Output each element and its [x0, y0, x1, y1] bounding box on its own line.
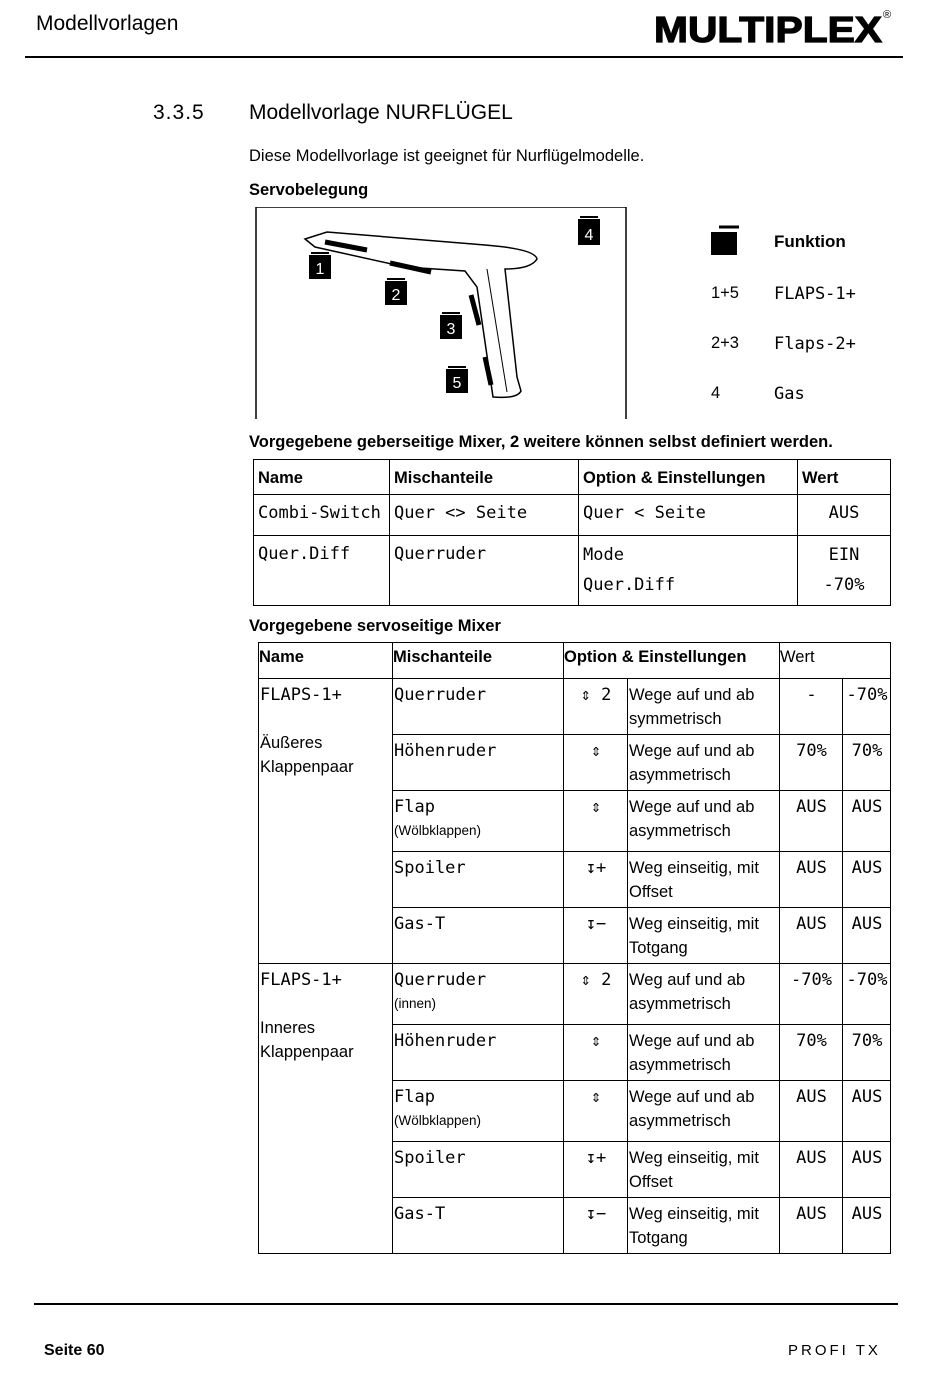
- col-header: Wert: [780, 643, 891, 679]
- wing-diagram: [255, 207, 627, 419]
- legend-fn-1: FLAPS-1+: [774, 284, 856, 304]
- footer-rule: [34, 1303, 898, 1305]
- mix-value-2: AUS: [843, 1142, 891, 1198]
- mix-desc: Wege auf und ab asymmetrisch: [628, 1081, 780, 1142]
- legend-num-2: 2+3: [711, 334, 739, 352]
- servo-label-1: [309, 253, 331, 279]
- mix-value-1: AUS: [780, 1142, 843, 1198]
- mix-value-1: AUS: [780, 791, 843, 852]
- group-name-cell: [259, 679, 393, 964]
- group-desc: Inneres: [260, 1019, 316, 1037]
- mix-value-2: 70%: [843, 1025, 891, 1081]
- group-name-cell: [259, 964, 393, 1254]
- mix-value-2: 70%: [843, 735, 891, 791]
- mix-value-1: 70%: [780, 735, 843, 791]
- mix-value-2: AUS: [843, 852, 891, 908]
- col-header: Name: [259, 643, 393, 679]
- mix-part: Flap (Wölbklappen): [393, 1081, 564, 1142]
- legend-fn-3: Gas: [774, 384, 805, 404]
- mixer-value: EIN -70%: [798, 536, 891, 606]
- page-number: Seite 60: [44, 1342, 105, 1359]
- intro-text: Diese Modellvorlage ist geeignet für Nurflügelmodelle.: [249, 147, 645, 165]
- svg-text:2: 2: [391, 287, 401, 304]
- section-title: Modellvorlage NURFLÜGEL: [249, 101, 513, 124]
- mix-desc: Weg einseitig, mit Offset: [628, 1142, 780, 1198]
- mix-symbol: ⇕: [564, 735, 628, 791]
- legend-num-3: 4: [711, 384, 721, 402]
- mix-part: Gas-T: [393, 1198, 564, 1254]
- mix-part: Gas-T: [393, 908, 564, 964]
- mix-desc: Weg einseitig, mit Totgang: [628, 1198, 780, 1254]
- servo-heading: Servobelegung: [249, 181, 369, 199]
- mix-part: Spoiler: [393, 1142, 564, 1198]
- mix-symbol: ⇕: [564, 1081, 628, 1142]
- table-row: [254, 495, 891, 536]
- flap-3: [471, 295, 479, 325]
- mix-value-1: -70%: [780, 964, 843, 1025]
- mix-value-1: 70%: [780, 1025, 843, 1081]
- mix-value-1: AUS: [780, 1081, 843, 1142]
- section-number: 3.3.5: [153, 101, 205, 124]
- group-desc: Klappenpaar: [260, 1043, 354, 1061]
- table-row: [259, 679, 891, 735]
- mixer1-table: [253, 459, 891, 606]
- multiplex-logo: [652, 8, 898, 48]
- legend-header: Funktion: [774, 232, 846, 251]
- servo-label-3: [440, 313, 462, 339]
- wing-outline: [305, 232, 537, 397]
- mixer-value: AUS: [798, 495, 891, 536]
- group-desc: Äußeres: [260, 734, 323, 752]
- svg-text:3: 3: [446, 321, 456, 338]
- group-name: FLAPS-1+: [260, 970, 342, 990]
- mix-symbol: ↧−: [564, 908, 628, 964]
- mix-desc: Weg auf und ab asymmetrisch: [628, 964, 780, 1025]
- mix-value-1: AUS: [780, 852, 843, 908]
- mix-symbol: ↧+: [564, 1142, 628, 1198]
- mix-desc: Weg einseitig, mit Totgang: [628, 908, 780, 964]
- mix-sub: (Wölbklappen): [394, 823, 482, 838]
- mix-part: Höhenruder: [393, 1025, 564, 1081]
- mixer-name: Quer.Diff: [254, 536, 390, 606]
- mixer-parts: Quer <> Seite: [390, 495, 579, 536]
- mix-symbol: ↧−: [564, 1198, 628, 1254]
- mixer2-table: [258, 642, 891, 1254]
- mix-sub: (innen): [394, 996, 437, 1011]
- product-name: PROFI TX: [788, 1342, 881, 1359]
- mixer-name: Combi-Switch: [254, 495, 390, 536]
- mixer1-heading: Vorgegebene geberseitige Mixer, 2 weitere können selbst definiert werden.: [249, 433, 833, 451]
- col-header: Wert: [798, 460, 891, 495]
- mix-desc: Wege auf und ab asymmetrisch: [628, 791, 780, 852]
- header-title: Modellvorlagen: [36, 12, 179, 35]
- mix-value-2: -70%: [843, 679, 891, 735]
- mixer-parts: Querruder: [390, 536, 579, 606]
- legend-fn-2: Flaps-2+: [774, 334, 856, 354]
- mix-value-1: AUS: [780, 908, 843, 964]
- svg-text:1: 1: [315, 261, 325, 278]
- mix-symbol: ⇕ 2: [564, 964, 628, 1025]
- mix-desc: Wege auf und ab asymmetrisch: [628, 735, 780, 791]
- mix-symbol: ⇕ 2: [564, 679, 628, 735]
- mix-value-2: AUS: [843, 1081, 891, 1142]
- col-header: Option & Einstellungen: [579, 460, 798, 495]
- group-name: FLAPS-1+: [260, 685, 342, 705]
- legend-num-1: 1+5: [711, 284, 739, 302]
- registered-mark: ®: [883, 9, 892, 21]
- mix-part: Spoiler: [393, 852, 564, 908]
- mix-sub: (Wölbklappen): [394, 1113, 482, 1128]
- col-header: Option & Einstellungen: [564, 643, 780, 679]
- table-row: [259, 964, 891, 1025]
- mix-symbol: ⇕: [564, 1025, 628, 1081]
- mix-value-2: -70%: [843, 964, 891, 1025]
- table-header-row: [259, 643, 891, 679]
- mixer-option: Mode Quer.Diff: [579, 536, 798, 606]
- mixer-option: Quer < Seite: [579, 495, 798, 536]
- mixer2-heading: Vorgegebene servoseitige Mixer: [249, 617, 501, 635]
- mix-symbol: ↧+: [564, 852, 628, 908]
- mix-value-2: AUS: [843, 908, 891, 964]
- mix-part: Höhenruder: [393, 735, 564, 791]
- servo-label-5: [446, 367, 468, 393]
- mix-value-2: AUS: [843, 791, 891, 852]
- col-header: Mischanteile: [393, 643, 564, 679]
- mix-value-1: -: [780, 679, 843, 735]
- table-header-row: [254, 460, 891, 495]
- servo-label-4: [578, 217, 600, 245]
- table-row: [254, 536, 891, 606]
- mix-symbol: ⇕: [564, 791, 628, 852]
- group-desc: Klappenpaar: [260, 758, 354, 776]
- logo-text: MULTIPLEX: [654, 9, 882, 48]
- mix-value-2: AUS: [843, 1198, 891, 1254]
- servo-icon: [711, 225, 744, 255]
- mix-desc: Wege auf und ab asymmetrisch: [628, 1025, 780, 1081]
- col-header: Mischanteile: [390, 460, 579, 495]
- svg-text:4: 4: [584, 227, 594, 244]
- svg-text:5: 5: [452, 375, 462, 392]
- mix-part: Flap (Wölbklappen): [393, 791, 564, 852]
- mix-part: Querruder: [393, 679, 564, 735]
- header-rule: [25, 56, 903, 58]
- mix-value-1: AUS: [780, 1198, 843, 1254]
- col-header: Name: [254, 460, 390, 495]
- servo-label-2: [385, 279, 407, 305]
- mix-desc: Weg einseitig, mit Offset: [628, 852, 780, 908]
- mix-desc: Wege auf und ab symmetrisch: [628, 679, 780, 735]
- mix-part: Querruder (innen): [393, 964, 564, 1025]
